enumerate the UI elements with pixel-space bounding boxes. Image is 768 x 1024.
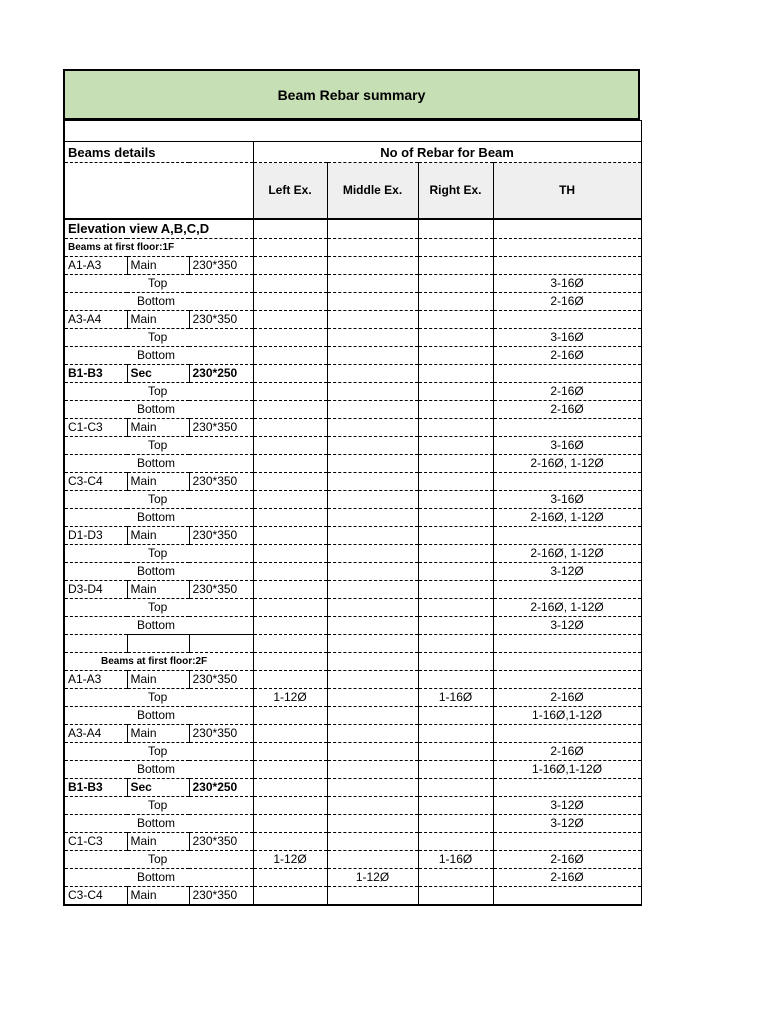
beam-type: Main	[127, 581, 189, 599]
middle-ex-value	[327, 311, 418, 329]
beam-row	[64, 671, 641, 689]
bottom-rebar-row	[64, 617, 641, 635]
beam-row	[64, 365, 641, 383]
right-ex-value	[418, 779, 493, 797]
left-ex-value	[253, 527, 327, 545]
top-label: Top	[64, 329, 253, 347]
right-ex-value	[418, 239, 493, 257]
th-value	[493, 257, 641, 275]
left-ex-value	[253, 329, 327, 347]
th-value: 3-16Ø	[493, 329, 641, 347]
th-value	[493, 653, 641, 671]
col-middle-ex: Middle Ex.	[327, 163, 418, 219]
bottom-rebar-row	[64, 401, 641, 419]
beam-row	[64, 257, 641, 275]
bottom-rebar-row	[64, 761, 641, 779]
middle-ex-value	[327, 671, 418, 689]
right-ex-value	[418, 365, 493, 383]
middle-ex-value	[327, 365, 418, 383]
right-ex-value	[418, 833, 493, 851]
left-ex-value: 1-12Ø	[253, 851, 327, 869]
bottom-rebar-row	[64, 815, 641, 833]
th-value	[493, 635, 641, 653]
right-ex-value	[418, 401, 493, 419]
th-value: 3-16Ø	[493, 437, 641, 455]
left-ex-value	[253, 779, 327, 797]
beam-row	[64, 725, 641, 743]
left-ex-value	[253, 707, 327, 725]
middle-ex-value	[327, 329, 418, 347]
right-ex-value	[418, 599, 493, 617]
bottom-rebar-row	[64, 869, 641, 887]
beam-id: C1-C3	[64, 833, 127, 851]
beam-type: Sec	[127, 779, 189, 797]
floor-row	[64, 653, 641, 671]
beam-id: C3-C4	[64, 887, 127, 906]
beam-row	[64, 311, 641, 329]
left-ex-value	[253, 761, 327, 779]
top-label: Top	[64, 545, 253, 563]
left-ex-value	[253, 635, 327, 653]
right-ex-value	[418, 527, 493, 545]
beam-type: Main	[127, 311, 189, 329]
th-value: 2-16Ø	[493, 401, 641, 419]
middle-ex-value	[327, 797, 418, 815]
left-ex-value	[253, 239, 327, 257]
left-ex-value: 1-12Ø	[253, 689, 327, 707]
left-ex-value	[253, 833, 327, 851]
th-value: 2-16Ø, 1-12Ø	[493, 509, 641, 527]
header-row-1	[64, 142, 641, 163]
top-rebar-row	[64, 491, 641, 509]
right-ex-value	[418, 275, 493, 293]
bottom-rebar-row	[64, 509, 641, 527]
right-ex-value	[418, 257, 493, 275]
beam-size: 230*250	[189, 779, 253, 797]
top-rebar-row	[64, 689, 641, 707]
beam-size: 230*350	[189, 527, 253, 545]
right-ex-value	[418, 581, 493, 599]
middle-ex-value	[327, 257, 418, 275]
th-value: 2-16Ø	[493, 383, 641, 401]
beam-size: 230*250	[189, 365, 253, 383]
bottom-rebar-row	[64, 707, 641, 725]
left-ex-value	[253, 563, 327, 581]
beam-size: 230*350	[189, 671, 253, 689]
left-ex-value	[253, 383, 327, 401]
th-value: 3-16Ø	[493, 491, 641, 509]
middle-ex-value	[327, 419, 418, 437]
beam-size: 230*350	[189, 581, 253, 599]
middle-ex-value	[327, 761, 418, 779]
bottom-label: Bottom	[64, 869, 253, 887]
middle-ex-value	[327, 455, 418, 473]
right-ex-value: 1-16Ø	[418, 689, 493, 707]
beam-type: Main	[127, 725, 189, 743]
elevation-row	[64, 219, 641, 239]
top-label: Top	[64, 743, 253, 761]
floor-row	[64, 239, 641, 257]
right-ex-value	[418, 725, 493, 743]
left-ex-value	[253, 275, 327, 293]
left-ex-value	[253, 455, 327, 473]
middle-ex-value	[327, 239, 418, 257]
top-label: Top	[64, 851, 253, 869]
left-ex-value	[253, 743, 327, 761]
col-left-ex: Left Ex.	[253, 163, 327, 219]
th-value: 3-16Ø	[493, 275, 641, 293]
th-value: 3-12Ø	[493, 563, 641, 581]
middle-ex-value	[327, 527, 418, 545]
left-ex-value	[253, 869, 327, 887]
bottom-label: Bottom	[64, 563, 253, 581]
bottom-label: Bottom	[64, 293, 253, 311]
middle-ex-value	[327, 347, 418, 365]
beam-type: Main	[127, 473, 189, 491]
top-label: Top	[64, 437, 253, 455]
left-ex-value	[253, 257, 327, 275]
left-ex-value	[253, 437, 327, 455]
beam-type: Sec	[127, 365, 189, 383]
right-ex-value	[418, 545, 493, 563]
left-ex-value	[253, 671, 327, 689]
left-ex-value	[253, 725, 327, 743]
left-ex-value	[253, 311, 327, 329]
right-ex-value	[418, 311, 493, 329]
left-ex-value	[253, 797, 327, 815]
th-value	[493, 581, 641, 599]
right-ex-value	[418, 509, 493, 527]
middle-ex-value	[327, 779, 418, 797]
right-ex-value	[418, 473, 493, 491]
bottom-rebar-row	[64, 455, 641, 473]
bottom-label: Bottom	[64, 617, 253, 635]
th-value: 2-16Ø	[493, 689, 641, 707]
beam-row	[64, 833, 641, 851]
th-value	[493, 833, 641, 851]
beam-size: 230*350	[189, 419, 253, 437]
middle-ex-value	[327, 707, 418, 725]
th-value: 2-16Ø	[493, 347, 641, 365]
bottom-label: Bottom	[64, 455, 253, 473]
col-right-ex: Right Ex.	[418, 163, 493, 219]
beam-id: A3-A4	[64, 725, 127, 743]
beam-id: A1-A3	[64, 671, 127, 689]
beam-size: 230*350	[189, 311, 253, 329]
middle-ex-value	[327, 689, 418, 707]
right-ex-value	[418, 347, 493, 365]
th-value: 1-16Ø,1-12Ø	[493, 707, 641, 725]
middle-ex-value	[327, 599, 418, 617]
beam-size: 230*350	[189, 887, 253, 906]
rebar-group-header: No of Rebar for Beam	[253, 142, 641, 163]
th-value	[493, 473, 641, 491]
top-label: Top	[64, 275, 253, 293]
th-value: 3-12Ø	[493, 617, 641, 635]
blank-cell	[64, 635, 127, 653]
left-ex-value	[253, 815, 327, 833]
th-value	[493, 779, 641, 797]
right-ex-value	[418, 383, 493, 401]
bottom-label: Bottom	[64, 707, 253, 725]
th-value	[493, 365, 641, 383]
middle-ex-value	[327, 545, 418, 563]
left-ex-value	[253, 509, 327, 527]
right-ex-value	[418, 797, 493, 815]
right-ex-value	[418, 761, 493, 779]
top-rebar-row	[64, 797, 641, 815]
right-ex-value	[418, 671, 493, 689]
bottom-label: Bottom	[64, 509, 253, 527]
rebar-table	[63, 120, 642, 906]
spacer-row	[64, 121, 641, 142]
header-row-2	[64, 163, 641, 219]
beam-id: C1-C3	[64, 419, 127, 437]
th-value: 2-16Ø	[493, 743, 641, 761]
th-value: 2-16Ø	[493, 293, 641, 311]
top-rebar-row	[64, 545, 641, 563]
right-ex-value	[418, 617, 493, 635]
th-value	[493, 671, 641, 689]
beam-type: Main	[127, 257, 189, 275]
top-rebar-row	[64, 851, 641, 869]
middle-ex-value	[327, 401, 418, 419]
th-value: 2-16Ø, 1-12Ø	[493, 545, 641, 563]
beam-type: Main	[127, 671, 189, 689]
left-ex-value	[253, 545, 327, 563]
middle-ex-value	[327, 635, 418, 653]
beam-row	[64, 527, 641, 545]
th-value: 3-12Ø	[493, 797, 641, 815]
right-ex-value	[418, 437, 493, 455]
middle-ex-value	[327, 581, 418, 599]
beam-id: B1-B3	[64, 365, 127, 383]
th-value: 2-16Ø, 1-12Ø	[493, 599, 641, 617]
bottom-rebar-row	[64, 347, 641, 365]
right-ex-value: 1-16Ø	[418, 851, 493, 869]
floor-label: Beams at first floor:1F	[64, 239, 253, 257]
beam-size: 230*350	[189, 725, 253, 743]
right-ex-value	[418, 491, 493, 509]
middle-ex-value	[327, 275, 418, 293]
middle-ex-value	[327, 491, 418, 509]
middle-ex-value	[327, 725, 418, 743]
top-label: Top	[64, 491, 253, 509]
middle-ex-value	[327, 887, 418, 906]
left-ex-value	[253, 347, 327, 365]
middle-ex-value	[327, 293, 418, 311]
th-value	[493, 419, 641, 437]
th-value	[493, 527, 641, 545]
beam-row	[64, 581, 641, 599]
bottom-label: Bottom	[64, 815, 253, 833]
th-value	[493, 239, 641, 257]
bottom-rebar-row	[64, 563, 641, 581]
right-ex-value	[418, 563, 493, 581]
beam-id: C3-C4	[64, 473, 127, 491]
right-ex-value	[418, 293, 493, 311]
bottom-rebar-row	[64, 293, 641, 311]
beam-type: Main	[127, 419, 189, 437]
top-rebar-row	[64, 743, 641, 761]
th-value	[493, 311, 641, 329]
blank-cell	[189, 635, 253, 653]
beam-id: D1-D3	[64, 527, 127, 545]
middle-ex-value	[327, 833, 418, 851]
floor-label: Beams at first floor:2F	[64, 653, 253, 671]
beam-type: Main	[127, 833, 189, 851]
right-ex-value	[418, 455, 493, 473]
middle-ex-value	[327, 473, 418, 491]
beam-row	[64, 779, 641, 797]
top-label: Top	[64, 797, 253, 815]
beam-row	[64, 473, 641, 491]
beam-id: A3-A4	[64, 311, 127, 329]
beam-size: 230*350	[189, 833, 253, 851]
bottom-label: Bottom	[64, 347, 253, 365]
blank-cell	[127, 635, 189, 653]
th-value: 2-16Ø	[493, 869, 641, 887]
bottom-label: Bottom	[64, 401, 253, 419]
beam-id: A1-A3	[64, 257, 127, 275]
blank-row	[64, 635, 641, 653]
right-ex-value	[418, 635, 493, 653]
top-rebar-row	[64, 383, 641, 401]
elevation-label: Elevation view A,B,C,D	[64, 219, 253, 239]
left-ex-value	[253, 617, 327, 635]
beam-row	[64, 419, 641, 437]
beam-id: D3-D4	[64, 581, 127, 599]
right-ex-value	[418, 329, 493, 347]
left-ex-value	[253, 581, 327, 599]
left-ex-value	[253, 887, 327, 906]
th-value	[493, 887, 641, 906]
th-value: 2-16Ø, 1-12Ø	[493, 455, 641, 473]
left-ex-value	[253, 401, 327, 419]
left-ex-value	[253, 473, 327, 491]
top-rebar-row	[64, 329, 641, 347]
top-rebar-row	[64, 437, 641, 455]
middle-ex-value: 1-12Ø	[327, 869, 418, 887]
middle-ex-value	[327, 617, 418, 635]
sheet-title: Beam Rebar summary	[63, 69, 640, 120]
beam-size: 230*350	[189, 257, 253, 275]
left-ex-value	[253, 599, 327, 617]
left-ex-value	[253, 419, 327, 437]
bottom-label: Bottom	[64, 761, 253, 779]
middle-ex-value	[327, 437, 418, 455]
left-ex-value	[253, 653, 327, 671]
rebar-summary-sheet	[63, 69, 640, 906]
middle-ex-value	[327, 509, 418, 527]
beam-type: Main	[127, 527, 189, 545]
left-ex-value	[253, 491, 327, 509]
beam-size: 230*350	[189, 473, 253, 491]
right-ex-value	[418, 653, 493, 671]
left-ex-value	[253, 365, 327, 383]
top-label: Top	[64, 383, 253, 401]
right-ex-value	[418, 707, 493, 725]
middle-ex-value	[327, 851, 418, 869]
right-ex-value	[418, 869, 493, 887]
right-ex-value	[418, 743, 493, 761]
th-value: 2-16Ø	[493, 851, 641, 869]
beams-details-header: Beams details	[64, 142, 253, 163]
top-rebar-row	[64, 599, 641, 617]
right-ex-value	[418, 419, 493, 437]
left-ex-value	[253, 293, 327, 311]
right-ex-value	[418, 815, 493, 833]
middle-ex-value	[327, 383, 418, 401]
middle-ex-value	[327, 743, 418, 761]
right-ex-value	[418, 887, 493, 906]
beam-id: B1-B3	[64, 779, 127, 797]
middle-ex-value	[327, 563, 418, 581]
th-value: 3-12Ø	[493, 815, 641, 833]
top-label: Top	[64, 689, 253, 707]
th-value: 1-16Ø,1-12Ø	[493, 761, 641, 779]
middle-ex-value	[327, 653, 418, 671]
col-th: TH	[493, 163, 641, 219]
top-label: Top	[64, 599, 253, 617]
top-rebar-row	[64, 275, 641, 293]
th-value	[493, 725, 641, 743]
beam-row	[64, 887, 641, 906]
beam-type: Main	[127, 887, 189, 906]
middle-ex-value	[327, 815, 418, 833]
